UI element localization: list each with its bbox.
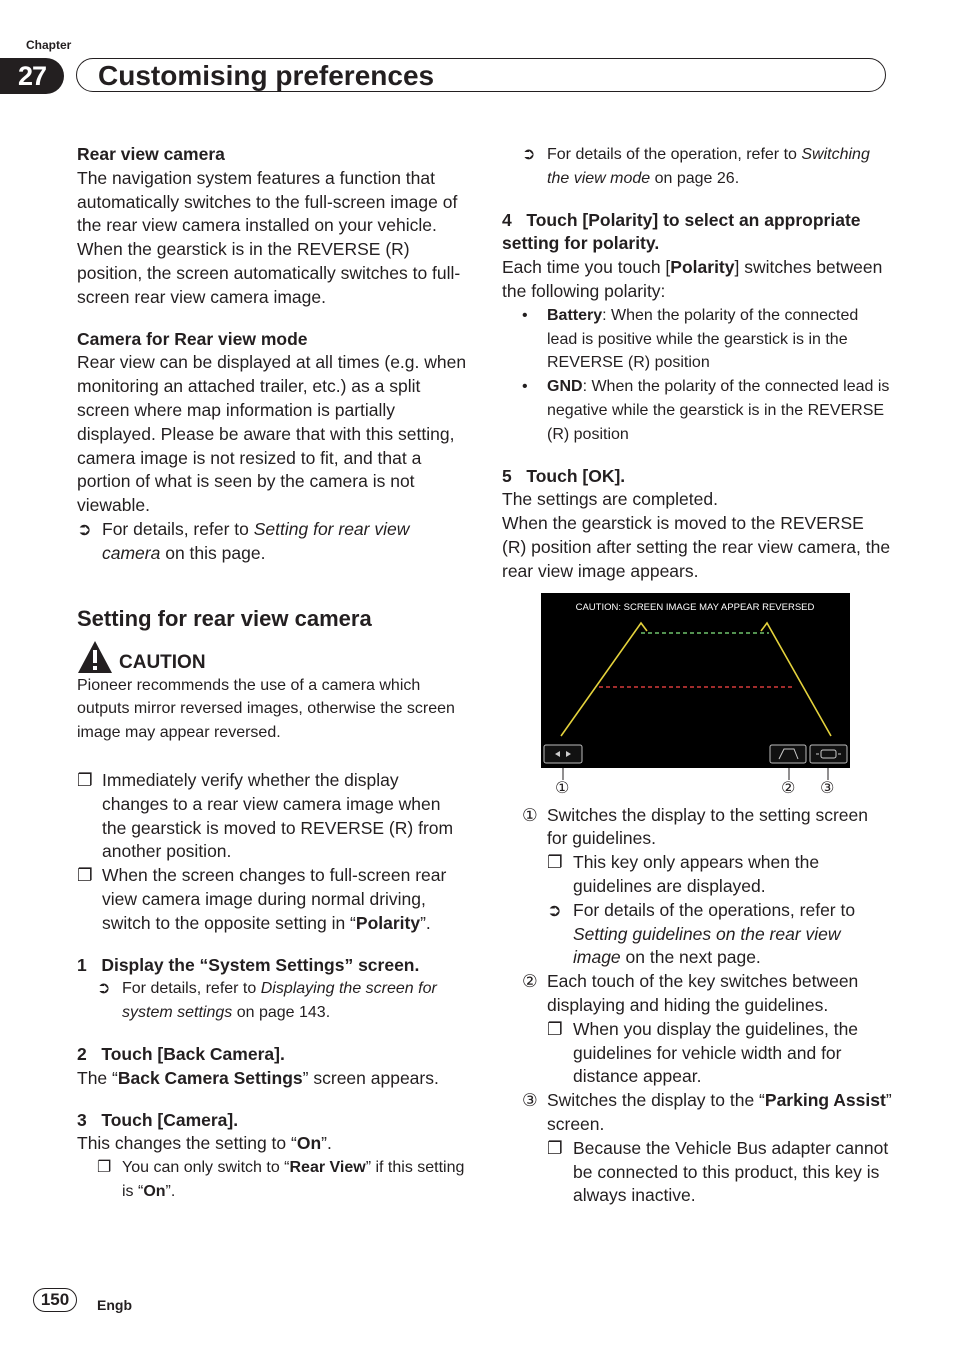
checkbox-icon: ❐ [547, 1018, 563, 1039]
camera-mode-heading: Camera for Rear view mode [77, 328, 308, 349]
guideline-illustration [541, 593, 850, 768]
gnd-option: • GND: When the polarity of the connected lead is negative while the gearstick is in the REVERSE (R) position [502, 375, 892, 446]
callout-1-label: ① [555, 780, 570, 797]
battery-option: • Battery: When the polarity of the connected lead is positive while the gearstick is in the REVERSE (R) position [502, 304, 892, 375]
caution-header [77, 634, 467, 674]
callout-2-description: ② Each touch of the key switches between displaying and hiding the guidelines. [522, 971, 859, 1015]
bullet-icon: • [522, 306, 528, 324]
guideline-toggle-button[interactable] [770, 745, 806, 763]
rear-view-heading: Rear view camera [77, 144, 225, 164]
step-5-body-2: When the gearstick is moved to the REVERSE (R) position after setting the rear view camera, the rear view image appears. [502, 513, 891, 581]
step-2: 2 Touch [Back Camera]. [77, 1043, 285, 1064]
checkbox-icon: ❐ [547, 1137, 563, 1158]
warning-icon [77, 640, 113, 674]
screen-caption: CAUTION: SCREEN IMAGE MAY APPEAR REVERSED [575, 602, 815, 613]
callout-1-note: ❐ This key only appears when the guidelines are displayed. [547, 852, 820, 896]
arrow-icon: ➲ [547, 899, 562, 920]
callout-3-note: ❐ Because the Vehicle Bus adapter cannot be connected to this product, this key is always inactive. [547, 1137, 889, 1206]
chapter-label: Chapter [26, 38, 72, 52]
reference-link[interactable]: Setting guidelines on the rear view image [573, 923, 841, 968]
note-item: ❐ When the screen changes to full-screen rear view camera image during normal driving, switch to the opposite setting in “Polarity”. [77, 865, 447, 933]
arrow-icon: ➲ [97, 980, 111, 998]
parking-assist-button[interactable] [810, 745, 847, 763]
callout-2-label: ② [781, 780, 796, 797]
checkbox-icon: ❐ [97, 1159, 112, 1177]
callout-leaders [541, 768, 861, 808]
rear-view-screen [541, 593, 850, 768]
left-column [77, 143, 467, 1204]
checkbox-icon: ❐ [77, 769, 93, 790]
step-3-note: ❐ You can only switch to “Rear View” if this setting is “On”. [77, 1156, 467, 1204]
guideline-settings-button[interactable] [544, 745, 582, 763]
camera-mode-body: Rear view can be displayed at all times (e.g. when monitoring an attached trailer, etc.) as a split screen where map information is partially displayed. Please be aware that with this setting, camera image is not resized to fit, and that a portion of what is seen by the camera is not viewable. [77, 352, 467, 516]
reference-link[interactable]: Setting for rear view camera [102, 518, 410, 563]
step-1: 1 Display the “System Settings” screen. [77, 954, 420, 975]
arrow-icon: ➲ [77, 518, 92, 539]
step-1-reference: ➲ For details, refer to Displaying the screen for system settings on page 143. [77, 977, 467, 1025]
reference-link[interactable]: Displaying the screen for system settings [122, 980, 437, 1022]
chapter-title: Customising preferences [98, 60, 435, 91]
note-item: ❐ Immediately verify whether the display changes to a rear view camera image when the gearstick is moved to REVERSE (R) from another position. [77, 769, 454, 862]
checkbox-icon: ❐ [77, 865, 93, 886]
language-code: Engb [97, 1297, 132, 1313]
step-3-body: This changes the setting to “On”. [77, 1133, 332, 1154]
view-mode-reference: ➲ For details of the operation, refer to Switching the view mode on page 26. [502, 143, 892, 191]
page-number: 150 [33, 1288, 77, 1312]
step-5: 5 Touch [OK]. [502, 465, 626, 486]
step-3: 3 Touch [Camera]. [77, 1109, 239, 1130]
step-4: 4 Touch [Polarity] to select an appropriate setting for polarity. [502, 209, 861, 254]
callout-1-description: ① Switches the display to the setting screen for guidelines. [522, 804, 869, 849]
step-2-body: The “Back Camera Settings” screen appears. [77, 1067, 439, 1088]
bullet-icon: • [522, 378, 528, 396]
rear-view-body: The navigation system features a function that automatically switches to the full-screen image of the rear view camera installed on your vehicle. When the gearstick is in the REVERSE (R) position, the screen automatically switches to full-screen rear view camera image. [77, 167, 461, 307]
chapter-number: 27 [0, 58, 64, 94]
section-title: Setting for rear view camera [77, 605, 372, 631]
caution-label: CAUTION [119, 651, 206, 673]
arrow-icon: ➲ [522, 146, 536, 163]
reference-link[interactable]: Switching the view mode [547, 146, 870, 187]
step-4-body: Each time you touch [Polarity] switches between the following polarity: [502, 257, 883, 301]
caution-body: Pioneer recommends the use of a camera which outputs mirror reversed images, otherwise the screen image may appear reversed. [77, 676, 455, 742]
callout-1-reference: ➲ For details of the operations, refer to Setting guidelines on the rear view image on the next page. [547, 899, 856, 968]
callout-3-label: ③ [820, 780, 835, 797]
callout-3-marker: ③ [522, 1090, 538, 1111]
callout-2-marker: ② [522, 971, 538, 992]
callout-2-note: ❐ When you display the guidelines, the guidelines for vehicle width and for distance appear. [547, 1018, 859, 1087]
callout-3-description: ③ Switches the display to the “Parking Assist” screen. [522, 1090, 892, 1134]
callout-1-marker: ① [522, 804, 538, 825]
reference-note: ➲ For details, refer to Setting for rear view camera on this page. [77, 518, 410, 563]
step-5-body-1: The settings are completed. [502, 489, 718, 510]
checkbox-icon: ❐ [547, 852, 563, 873]
